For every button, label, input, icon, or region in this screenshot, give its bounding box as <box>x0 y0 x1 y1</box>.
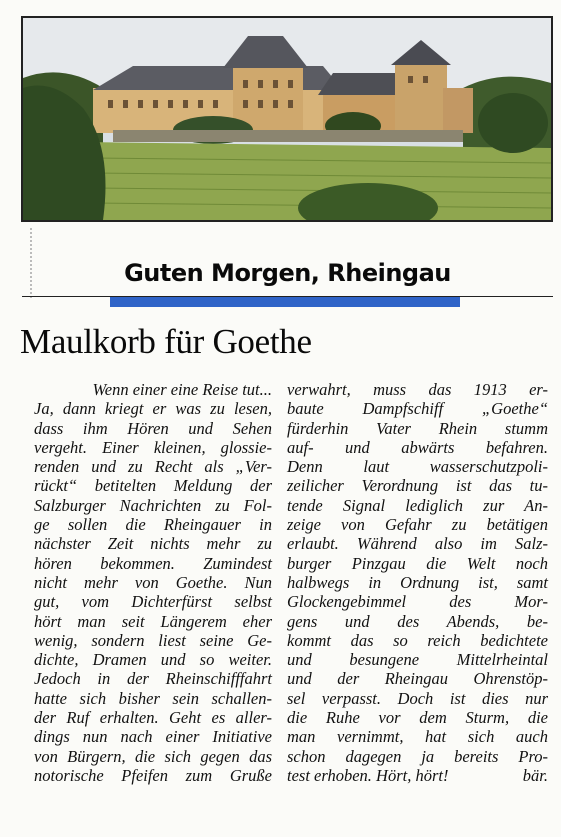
article-line: renden und zu Recht als „Ver- <box>34 457 272 477</box>
article-line: Denn laut wasserschutzpoli- <box>287 457 548 477</box>
article-column-left <box>20 380 272 785</box>
article-line: Ja, dann kriegt er was zu lesen, <box>34 399 272 419</box>
article-line: und besungene Mittelrheintal <box>287 650 548 670</box>
article-line: rückt“ betitelten Meldung der <box>34 476 272 496</box>
article-line: Salzburger Nachrichten zu Fol- <box>34 495 272 515</box>
article-line: burger Pinzgau die Welt noch <box>287 553 548 573</box>
article-line: nicht mehr von Goethe. Nun <box>34 572 272 592</box>
article-line: hatte sich bisher sein schallen- <box>34 688 272 708</box>
article-line: tende Signal lediglich zur An- <box>287 495 548 515</box>
article-line: sel verpasst. Doch ist dies nur <box>287 688 548 708</box>
article-line: dass ihm Hören und Sehen <box>34 418 272 438</box>
article-line: dichte, Dramen und so weiter. <box>34 650 272 670</box>
article-line: test erhoben. Hört, hört! bär. <box>287 765 548 785</box>
right-tree <box>478 93 548 153</box>
article-line: schon dagegen ja bereits Pro- <box>287 746 548 766</box>
article-line: von Bürgern, die sich gegen das <box>34 746 272 766</box>
article-line: Jedoch in der Rheinschifffahrt <box>34 669 272 689</box>
article-line: ge sollen die Rheingauer in <box>34 515 272 535</box>
rubric-title: Guten Morgen, Rheingau <box>124 259 451 287</box>
article-line: verwahrt, muss das 1913 er- <box>287 380 548 399</box>
article-line: Wenn einer eine Reise tut... <box>92 380 272 399</box>
article-line: fürderhin Vater Rhein stumm <box>287 418 548 438</box>
article-line: und der Rheingau Ohrenstöp- <box>287 669 548 689</box>
article-line: Glockengebimmel des Mor- <box>287 592 548 612</box>
blue-accent-bar <box>110 297 460 307</box>
article-line: dings nun nach einer Initiative <box>34 727 272 747</box>
article-line: hört man seit Längerem eher <box>34 611 272 631</box>
article-line: zeilicher Verordnung ist das tu- <box>287 476 548 496</box>
castle-illustration <box>23 18 551 220</box>
author-signature: bär. <box>522 765 548 785</box>
article-line: zeige von Gefahr zu betätigen <box>287 515 548 535</box>
article-line: nächster Zeit nichts mehr zu <box>34 534 272 554</box>
article-line: vergeht. Einer kleinen, glossie- <box>34 437 272 457</box>
article-line: halbwegs in Ordnung ist, samt <box>287 572 548 592</box>
article-line: die Ruhe vor dem Sturm, die <box>287 708 548 728</box>
article-line: baute Dampfschiff „Goethe“ <box>287 399 548 419</box>
article-line: gens und des Abends, be- <box>287 611 548 631</box>
tower-annex <box>443 88 473 133</box>
article-line: auf- und abwärts befahren. <box>287 437 548 457</box>
article-column-right <box>287 380 548 785</box>
article-line: hören bekommen. Zumindest <box>34 553 272 573</box>
article-line: kommt das so reich bedichtete <box>287 630 548 650</box>
article-line: erlaubt. Während also im Salz- <box>287 534 548 554</box>
article-line: notorische Pfeifen zum Gruße <box>34 765 272 785</box>
castle-tower <box>395 63 447 133</box>
castle-vineyard-photo <box>21 16 553 222</box>
article-line: der Ruf erhalten. Geht es aller- <box>34 708 272 728</box>
article-line: wenig, sondern liest seine Ge- <box>34 630 272 650</box>
castle-roof <box>93 66 343 90</box>
article-headline: Maulkorb für Goethe <box>20 322 312 361</box>
article-line: man vernimmt, hat sich auch <box>287 727 548 747</box>
garden-wall <box>113 130 463 142</box>
article-line: gut, vom Dichterfürst selbst <box>34 592 272 612</box>
